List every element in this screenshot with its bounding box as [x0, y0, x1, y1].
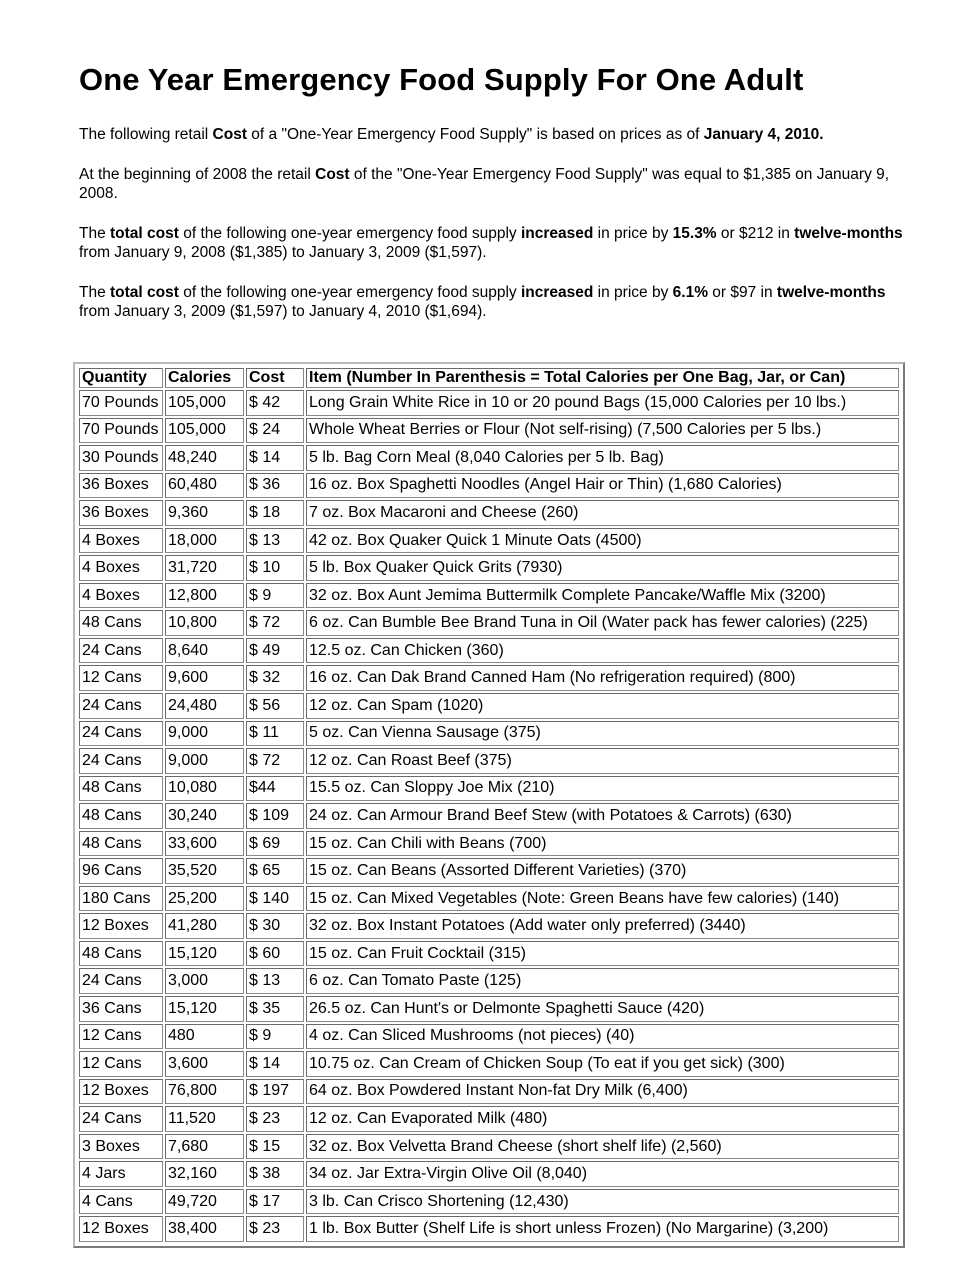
calories-cell: 60,480	[165, 473, 244, 499]
table-row	[79, 1079, 899, 1105]
table-row	[79, 886, 899, 912]
table-row	[79, 445, 899, 471]
table-body	[79, 390, 899, 1242]
quantity-cell: 96 Cans	[79, 858, 163, 884]
quantity-cell: 24 Cans	[79, 1106, 163, 1132]
cost-cell: $ 38	[246, 1161, 304, 1187]
bold-text: Cost	[212, 126, 247, 143]
quantity-cell: 4 Jars	[79, 1161, 163, 1187]
table-row	[79, 1161, 899, 1187]
cost-cell: $ 23	[246, 1106, 304, 1132]
table-row	[79, 1024, 899, 1050]
text: of the following one-year emergency food supply	[178, 225, 521, 242]
table-row	[79, 831, 899, 857]
cost-cell: $ 13	[246, 528, 304, 554]
calories-cell: 12,800	[165, 583, 244, 609]
item-cell: 32 oz. Box Instant Potatoes (Add water only preferred) (3440)	[306, 913, 899, 939]
cost-cell: $ 36	[246, 473, 304, 499]
calories-cell: 9,000	[165, 721, 244, 747]
quantity-cell: 36 Boxes	[79, 500, 163, 526]
table-row	[79, 583, 899, 609]
cost-cell: $44	[246, 776, 304, 802]
item-cell: 15.5 oz. Can Sloppy Joe Mix (210)	[306, 776, 899, 802]
quantity-cell: 4 Boxes	[79, 528, 163, 554]
calories-cell: 38,400	[165, 1216, 244, 1242]
table-row	[79, 803, 899, 829]
item-cell: 1 lb. Box Butter (Shelf Life is short unless Frozen) (No Margarine) (3,200)	[306, 1216, 899, 1242]
bold-text: 15.3%	[672, 225, 717, 242]
item-cell: 5 lb. Bag Corn Meal (8,040 Calories per 5 lb. Bag)	[306, 445, 899, 471]
table-row	[79, 610, 899, 636]
cost-cell: $ 69	[246, 831, 304, 857]
table-row	[79, 555, 899, 581]
cost-cell: $ 23	[246, 1216, 304, 1242]
item-cell: 12 oz. Can Spam (1020)	[306, 693, 899, 719]
calories-cell: 105,000	[165, 418, 244, 444]
calories-cell: 15,120	[165, 941, 244, 967]
cost-cell: $ 32	[246, 665, 304, 691]
item-cell: 12.5 oz. Can Chicken (360)	[306, 638, 899, 664]
bold-text: twelve-months	[776, 284, 886, 301]
item-cell: 12 oz. Can Roast Beef (375)	[306, 748, 899, 774]
calories-cell: 31,720	[165, 555, 244, 581]
table-row	[79, 500, 899, 526]
cost-cell: $ 35	[246, 996, 304, 1022]
table-row	[79, 776, 899, 802]
calories-cell: 25,200	[165, 886, 244, 912]
bold-text: increased	[520, 284, 594, 301]
cost-cell: $ 72	[246, 610, 304, 636]
cost-cell: $ 49	[246, 638, 304, 664]
quantity-cell: 48 Cans	[79, 941, 163, 967]
table-row	[79, 528, 899, 554]
food-supply-table	[77, 366, 901, 1244]
item-cell: 4 oz. Can Sliced Mushrooms (not pieces) (40)	[306, 1024, 899, 1050]
cost-cell: $ 17	[246, 1189, 304, 1215]
calories-cell: 32,160	[165, 1161, 244, 1187]
calories-cell: 10,800	[165, 610, 244, 636]
item-cell: 15 oz. Can Fruit Cocktail (315)	[306, 941, 899, 967]
cost-cell: $ 60	[246, 941, 304, 967]
header-quantity: Quantity	[79, 368, 163, 388]
quantity-cell: 48 Cans	[79, 803, 163, 829]
bold-text: increased	[520, 225, 594, 242]
calories-cell: 8,640	[165, 638, 244, 664]
bold-text: twelve-months	[794, 225, 903, 242]
intro-paragraph-2008-2009-increase	[79, 224, 909, 262]
item-cell: 26.5 oz. Can Hunt's or Delmonte Spaghetti Sauce (420)	[306, 996, 899, 1022]
text: The	[79, 225, 111, 242]
calories-cell: 9,000	[165, 748, 244, 774]
cost-cell: $ 140	[246, 886, 304, 912]
calories-cell: 9,600	[165, 665, 244, 691]
calories-cell: 33,600	[165, 831, 244, 857]
table-row	[79, 858, 899, 884]
quantity-cell: 4 Boxes	[79, 583, 163, 609]
quantity-cell: 24 Cans	[79, 693, 163, 719]
text: of the "One-Year Emergency Food Supply" was equal to $1,385 on January 9, 2008.	[79, 166, 890, 202]
cost-cell: $ 72	[246, 748, 304, 774]
intro-paragraph-price-date	[79, 125, 909, 144]
cost-cell: $ 56	[246, 693, 304, 719]
cost-cell: $ 14	[246, 445, 304, 471]
quantity-cell: 24 Cans	[79, 968, 163, 994]
calories-cell: 480	[165, 1024, 244, 1050]
intro-paragraph-2009-2010-increase	[79, 283, 909, 321]
quantity-cell: 48 Cans	[79, 610, 163, 636]
calories-cell: 41,280	[165, 913, 244, 939]
quantity-cell: 70 Pounds	[79, 418, 163, 444]
item-cell: 42 oz. Box Quaker Quick 1 Minute Oats (4500)	[306, 528, 899, 554]
table-row	[79, 638, 899, 664]
calories-cell: 10,080	[165, 776, 244, 802]
quantity-cell: 24 Cans	[79, 721, 163, 747]
quantity-cell: 3 Boxes	[79, 1134, 163, 1160]
calories-cell: 105,000	[165, 390, 244, 416]
calories-cell: 7,680	[165, 1134, 244, 1160]
header-calories: Calories	[165, 368, 244, 388]
table-row	[79, 1216, 899, 1242]
item-cell: 3 lb. Can Crisco Shortening (12,430)	[306, 1189, 899, 1215]
text: in price by	[593, 225, 673, 242]
calories-cell: 35,520	[165, 858, 244, 884]
quantity-cell: 36 Boxes	[79, 473, 163, 499]
quantity-cell: 12 Cans	[79, 1024, 163, 1050]
cost-cell: $ 109	[246, 803, 304, 829]
text: of a "One-Year Emergency Food Supply" is based on prices as of	[247, 126, 704, 143]
bold-text: total cost	[110, 284, 179, 301]
item-cell: 10.75 oz. Can Cream of Chicken Soup (To eat if you get sick) (300)	[306, 1051, 899, 1077]
table-row	[79, 1189, 899, 1215]
table-row	[79, 390, 899, 416]
table-row	[79, 968, 899, 994]
cost-cell: $ 13	[246, 968, 304, 994]
quantity-cell: 24 Cans	[79, 748, 163, 774]
item-cell: 15 oz. Can Chili with Beans (700)	[306, 831, 899, 857]
item-cell: Whole Wheat Berries or Flour (Not self-rising) (7,500 Calories per 5 lbs.)	[306, 418, 899, 444]
text: or $97 in	[707, 284, 777, 301]
intro-paragraph-2008-cost	[79, 165, 909, 203]
cost-cell: $ 15	[246, 1134, 304, 1160]
table-row	[79, 665, 899, 691]
bold-text: 6.1%	[672, 284, 708, 301]
table-row	[79, 1051, 899, 1077]
header-cost: Cost	[246, 368, 304, 388]
calories-cell: 15,120	[165, 996, 244, 1022]
quantity-cell: 180 Cans	[79, 886, 163, 912]
quantity-cell: 70 Pounds	[79, 390, 163, 416]
table-row	[79, 913, 899, 939]
cost-cell: $ 65	[246, 858, 304, 884]
item-cell: Long Grain White Rice in 10 or 20 pound Bags (15,000 Calories per 10 lbs.)	[306, 390, 899, 416]
item-cell: 16 oz. Can Dak Brand Canned Ham (No refrigeration required) (800)	[306, 665, 899, 691]
calories-cell: 3,600	[165, 1051, 244, 1077]
text: The	[79, 284, 111, 301]
cost-cell: $ 10	[246, 555, 304, 581]
quantity-cell: 12 Boxes	[79, 1216, 163, 1242]
item-cell: 32 oz. Box Velvetta Brand Cheese (short shelf life) (2,560)	[306, 1134, 899, 1160]
item-cell: 7 oz. Box Macaroni and Cheese (260)	[306, 500, 899, 526]
bold-text: Cost	[315, 166, 350, 183]
text: from January 9, 2008 ($1,385) to January 3, 2009 ($1,597).	[79, 244, 487, 261]
cost-cell: $ 9	[246, 1024, 304, 1050]
quantity-cell: 48 Cans	[79, 831, 163, 857]
item-cell: 5 lb. Box Quaker Quick Grits (7930)	[306, 555, 899, 581]
table-row	[79, 418, 899, 444]
bold-text: January 4, 2010.	[703, 126, 824, 143]
quantity-cell: 36 Cans	[79, 996, 163, 1022]
calories-cell: 11,520	[165, 1106, 244, 1132]
table-row	[79, 693, 899, 719]
item-cell: 16 oz. Box Spaghetti Noodles (Angel Hair or Thin) (1,680 Calories)	[306, 473, 899, 499]
calories-cell: 24,480	[165, 693, 244, 719]
item-cell: 15 oz. Can Beans (Assorted Different Varieties) (370)	[306, 858, 899, 884]
cost-cell: $ 42	[246, 390, 304, 416]
table-header-row	[79, 368, 899, 388]
cost-cell: $ 11	[246, 721, 304, 747]
text: from January 3, 2009 ($1,597) to January 4, 2010 ($1,694).	[79, 303, 487, 320]
quantity-cell: 4 Boxes	[79, 555, 163, 581]
calories-cell: 18,000	[165, 528, 244, 554]
item-cell: 64 oz. Box Powdered Instant Non-fat Dry Milk (6,400)	[306, 1079, 899, 1105]
table-row	[79, 1134, 899, 1160]
food-supply-table-frame	[73, 362, 905, 1248]
header-item: Item (Number In Parenthesis = Total Calories per One Bag, Jar, or Can)	[306, 368, 899, 388]
item-cell: 6 oz. Can Bumble Bee Brand Tuna in Oil (Water pack has fewer calories) (225)	[306, 610, 899, 636]
quantity-cell: 12 Cans	[79, 1051, 163, 1077]
text: in price by	[593, 284, 673, 301]
quantity-cell: 48 Cans	[79, 776, 163, 802]
cost-cell: $ 30	[246, 913, 304, 939]
cost-cell: $ 24	[246, 418, 304, 444]
quantity-cell: 30 Pounds	[79, 445, 163, 471]
item-cell: 12 oz. Can Evaporated Milk (480)	[306, 1106, 899, 1132]
text: At the beginning of 2008 the retail	[79, 166, 316, 183]
item-cell: 6 oz. Can Tomato Paste (125)	[306, 968, 899, 994]
table-row	[79, 748, 899, 774]
quantity-cell: 24 Cans	[79, 638, 163, 664]
calories-cell: 9,360	[165, 500, 244, 526]
text: or $212 in	[716, 225, 795, 242]
table-row	[79, 473, 899, 499]
text: The following retail	[79, 126, 213, 143]
item-cell: 32 oz. Box Aunt Jemima Buttermilk Complete Pancake/Waffle Mix (3200)	[306, 583, 899, 609]
cost-cell: $ 9	[246, 583, 304, 609]
bold-text: total cost	[110, 225, 179, 242]
table-row	[79, 996, 899, 1022]
calories-cell: 30,240	[165, 803, 244, 829]
cost-cell: $ 197	[246, 1079, 304, 1105]
item-cell: 15 oz. Can Mixed Vegetables (Note: Green Beans have few calories) (140)	[306, 886, 899, 912]
quantity-cell: 12 Boxes	[79, 913, 163, 939]
cost-cell: $ 14	[246, 1051, 304, 1077]
quantity-cell: 12 Cans	[79, 665, 163, 691]
quantity-cell: 4 Cans	[79, 1189, 163, 1215]
calories-cell: 3,000	[165, 968, 244, 994]
quantity-cell: 12 Boxes	[79, 1079, 163, 1105]
table-row	[79, 1106, 899, 1132]
page-title: One Year Emergency Food Supply For One Adult	[79, 62, 804, 97]
cost-cell: $ 18	[246, 500, 304, 526]
calories-cell: 48,240	[165, 445, 244, 471]
text: of the following one-year emergency food supply	[178, 284, 521, 301]
calories-cell: 76,800	[165, 1079, 244, 1105]
table-row	[79, 721, 899, 747]
item-cell: 34 oz. Jar Extra-Virgin Olive Oil (8,040)	[306, 1161, 899, 1187]
table-row	[79, 941, 899, 967]
item-cell: 5 oz. Can Vienna Sausage (375)	[306, 721, 899, 747]
calories-cell: 49,720	[165, 1189, 244, 1215]
item-cell: 24 oz. Can Armour Brand Beef Stew (with Potatoes & Carrots) (630)	[306, 803, 899, 829]
